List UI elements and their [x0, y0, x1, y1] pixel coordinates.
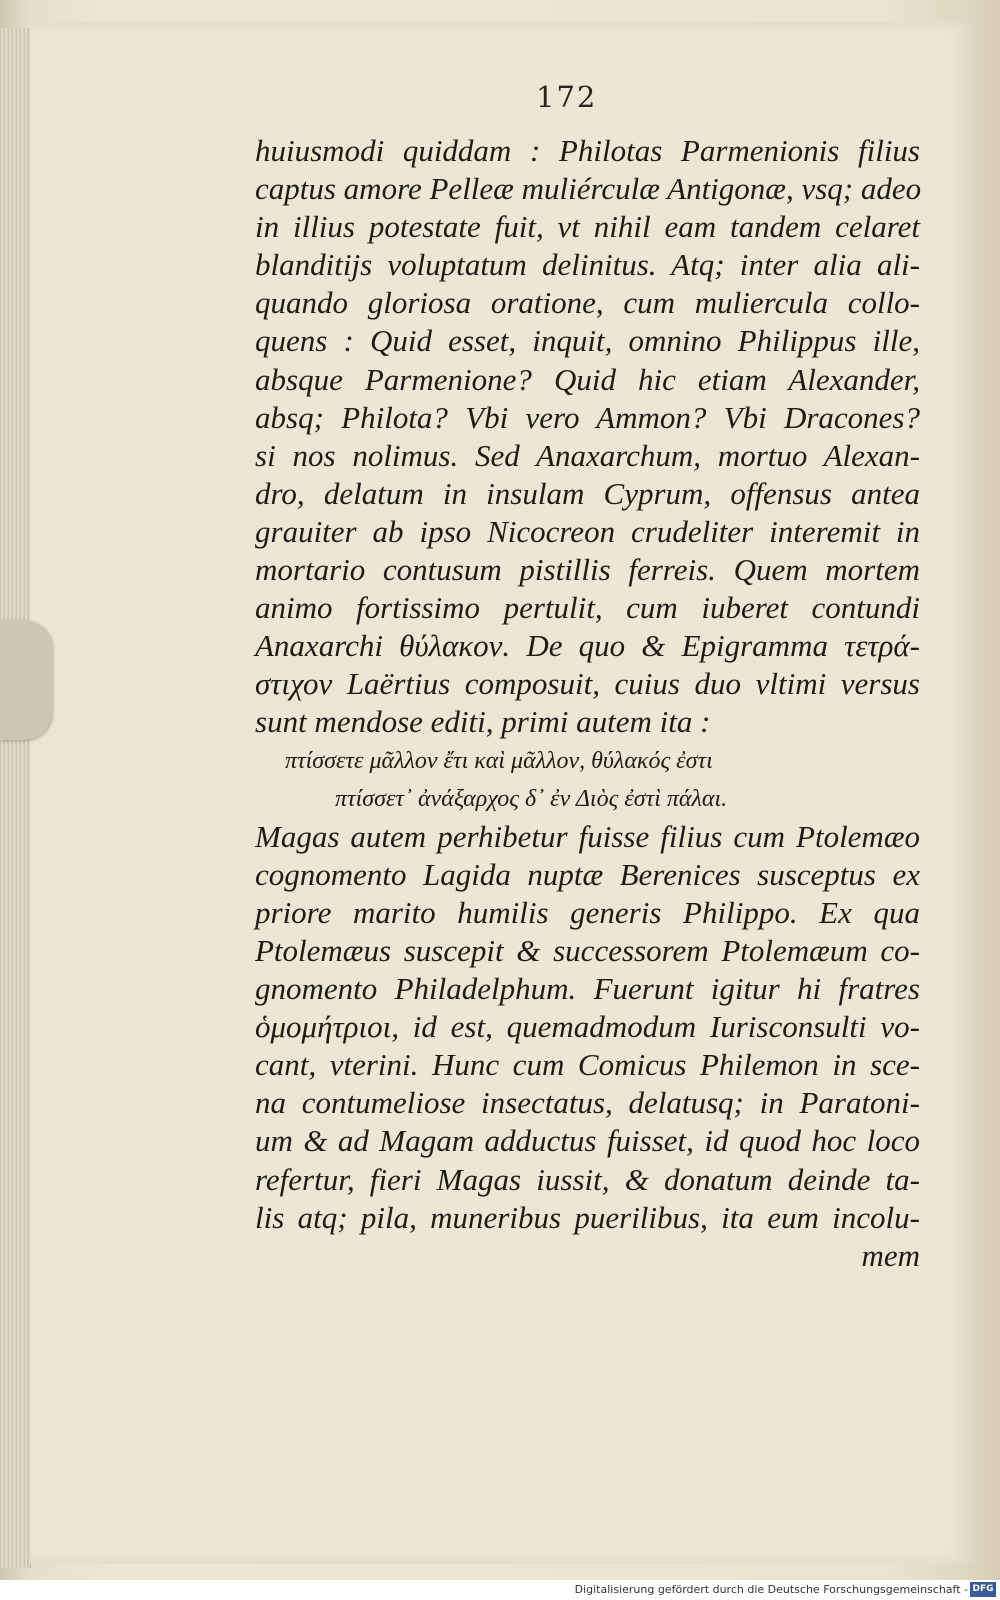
- text-line: mortario contusum pistillis ferreis. Quem mortem: [255, 552, 920, 588]
- text-line: Anaxarchi θύλακον. De quo & Epigramma τετρά-: [255, 628, 920, 664]
- digitization-footer: [0, 1580, 1000, 1600]
- text-line: animo fortissimo pertulit, cum iuberet contundi: [255, 590, 920, 626]
- text-line: cognomento Lagida nuptæ Berenices susceptus ex: [255, 856, 920, 892]
- text-line: Ptolemæus suscepit & successorem Ptolemæum co-: [255, 932, 920, 968]
- text-line: priore marito humilis generis Philippo. Ex qua: [255, 894, 920, 930]
- text-line: dro, delatum in insulam Cyprum, offensus antea: [255, 475, 920, 511]
- greek-verse-line: πτίσσετε μᾶλλον ἔτι καὶ μᾶλλον, θύλακός ἐστι: [285, 747, 713, 774]
- catchword: mem: [861, 1237, 920, 1273]
- text-line: grauiter ab ipso Nicocreon crudeliter interemit in: [255, 513, 920, 549]
- text-line: gnomento Philadelphum. Fuerunt igitur hi fratres: [255, 971, 920, 1007]
- text-line: Magas autem perhibetur fuisse filius cum Ptolemæo: [255, 818, 920, 854]
- text-line: cant, vterini. Hunc cum Comicus Philemon in sce-: [255, 1047, 920, 1083]
- text-line: lis atq; pila, muneribus puerilibus, ita eum incolu-: [255, 1199, 920, 1235]
- text-line: huiusmodi quiddam : Philotas Parmenionis filius: [255, 133, 920, 168]
- text-block: [255, 132, 920, 1275]
- text-line: ὁμομήτριοι, id est, quemadmodum Iurisconsulti vo-: [255, 1009, 920, 1045]
- text-line: um & ad Magam adductus fuisset, id quod hoc loco: [255, 1123, 920, 1159]
- footer-credit: Digitalisierung gefördert durch die Deutsche Forschungsgemeinschaft -: [574, 1583, 968, 1596]
- text-line: in illius potestate fuit, vt nihil eam tandem celaret: [255, 209, 920, 245]
- page-number: 172: [536, 80, 598, 114]
- text-line: absque Parmenione? Quid hic etiam Alexander,: [255, 361, 920, 397]
- text-line: captus amore Pelleæ muliérculæ Antigonæ, vsq; adeo: [255, 171, 922, 207]
- text-line: si nos nolimus. Sed Anaxarchum, mortuo Alexan-: [255, 437, 920, 473]
- text-line: quens : Quid esset, inquit, omnino Philippus ille,: [255, 323, 920, 359]
- text-line: blanditijs voluptatum delinitus. Atq; inter alia ali-: [255, 247, 920, 283]
- text-line: quando gloriosa oratione, cum muliercula collo-: [255, 285, 920, 321]
- greek-verse-line: πτίσσετ᾽ ἀνάξαρχος δ᾽ ἐν Διὸς ἐστὶ πάλαι.: [335, 785, 728, 812]
- page-edges: [0, 28, 31, 1568]
- text-line: refertur, fieri Magas iussit, & donatum deinde ta-: [255, 1161, 920, 1197]
- text-line: sunt mendose editi, primi autem ita :: [255, 704, 711, 740]
- text-line: στιχον Laërtius composuit, cuius duo vltimi versus: [255, 666, 920, 702]
- dfg-logo-icon: DFG: [970, 1582, 996, 1597]
- text-line: absq; Philota? Vbi vero Ammon? Vbi Dracones?: [255, 399, 920, 435]
- text-line: na contumeliose insectatus, delatusq; in Paratoni-: [255, 1085, 920, 1121]
- page-tab: [0, 620, 52, 740]
